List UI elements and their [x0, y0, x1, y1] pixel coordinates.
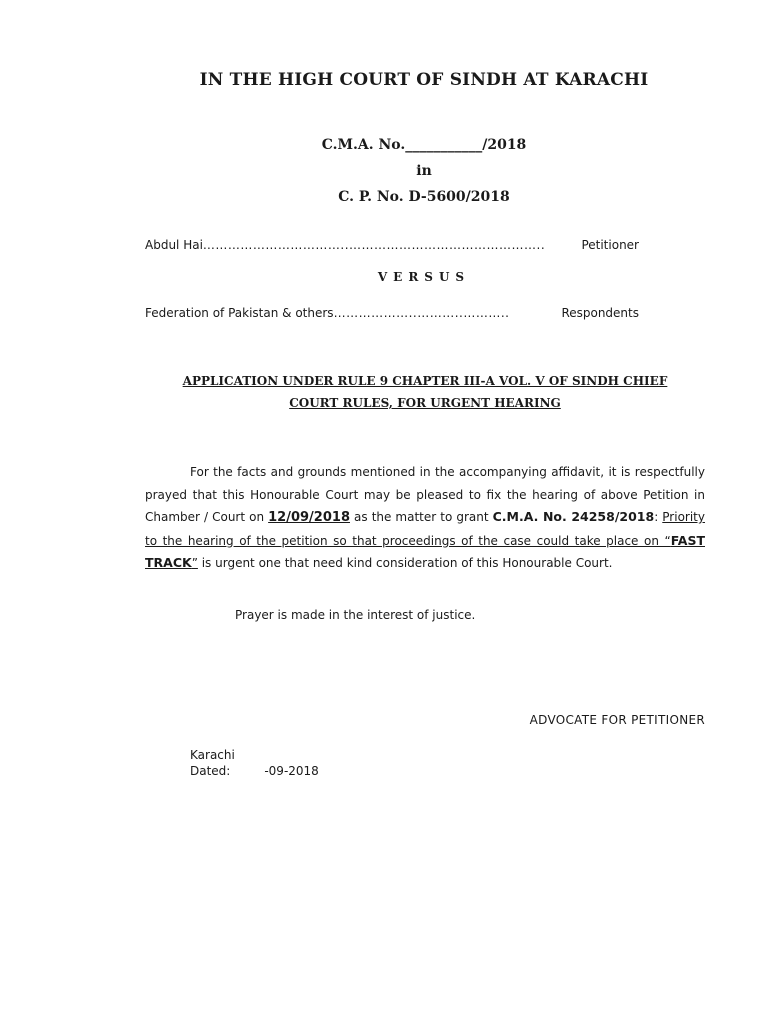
petitioner-role: Petitioner — [581, 238, 639, 252]
fast-track: FAST TRACK — [145, 532, 705, 570]
body-paragraph — [145, 461, 705, 575]
priority-text-main: Priority to the hearing of the petition so that proceedings of the case could take place on “ — [145, 510, 705, 548]
respondent-name: Federation of Pakistan & others — [145, 306, 334, 320]
prayer-text: Prayer is made in the interest of justice. — [235, 608, 476, 622]
application-heading — [145, 370, 705, 414]
hearing-date: 12/09/2018 — [268, 510, 350, 525]
place-label: Karachi — [190, 748, 235, 762]
respondent-role: Respondents — [561, 306, 639, 320]
application-heading-line1: APPLICATION UNDER RULE 9 CHAPTER III-A VOL. V OF SINDH CHIEF — [182, 374, 668, 388]
dated-value: -09-2018 — [264, 764, 319, 778]
respondent-line — [145, 306, 639, 320]
versus-label: VERSUS — [377, 270, 471, 284]
dated-line — [190, 764, 319, 778]
priority-close-quote: ” — [191, 556, 198, 570]
body-text-part4: is urgent one that need kind consideration of this Honourable Court. — [197, 556, 613, 570]
dated-label: Dated: — [190, 764, 231, 778]
cma-number: C.M.A. No.___________/2018 — [321, 137, 527, 153]
body-text-part3: : — [654, 510, 663, 524]
body-text-part1: For the facts and grounds mentioned in the accompanying affidavit, it is respectfully prayed that this Honourable Court may be pleased to fix the hearing of above Petition in Chamber / Court on — [145, 465, 705, 524]
advocate-signature: ADVOCATE FOR PETITIONER — [529, 713, 705, 727]
court-title: IN THE HIGH COURT OF SINDH AT KARACHI — [199, 70, 649, 90]
application-heading-line2: COURT RULES, FOR URGENT HEARING — [289, 396, 561, 410]
petition-number: C. P. No. D-5600/2018 — [338, 189, 510, 205]
cma-reference: C.M.A. No. 24258/2018 — [492, 509, 655, 524]
body-text-part2: as the matter to grant — [349, 510, 493, 524]
petitioner-dots: ……………………………..……………………………………….. — [202, 238, 546, 252]
respondent-dots: ………………..………..……….. — [333, 306, 510, 320]
petitioner-name: Abdul Hai — [145, 238, 203, 252]
petitioner-line — [145, 238, 639, 252]
in-connector: in — [416, 163, 432, 179]
